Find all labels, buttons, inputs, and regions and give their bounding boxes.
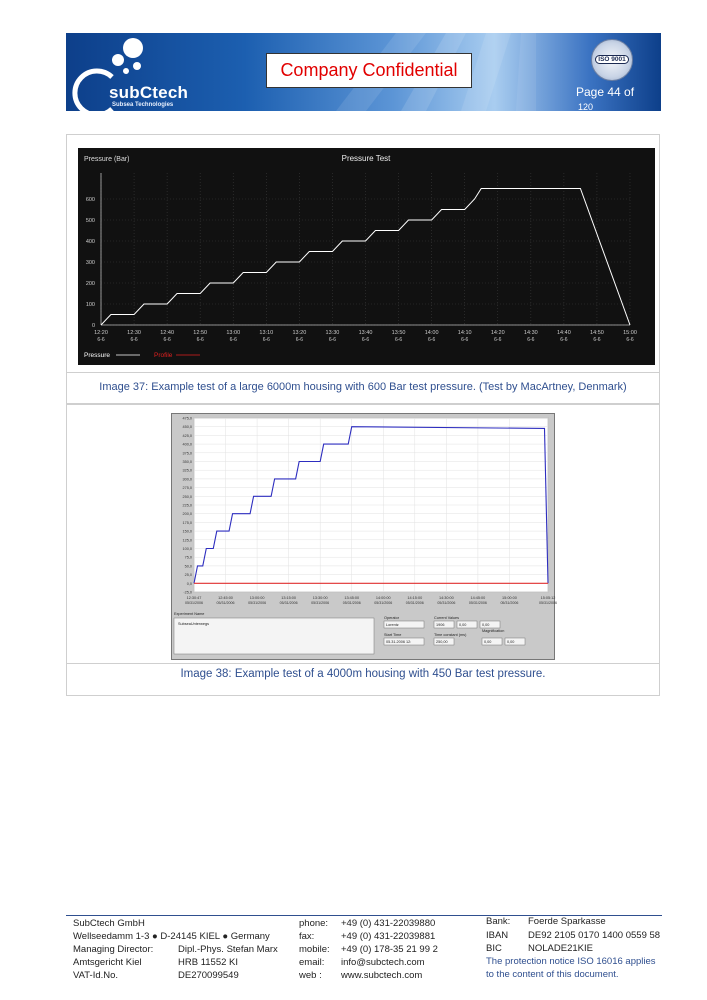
legend-profile-label: Profile xyxy=(154,352,173,359)
magnification-value: 0,00 xyxy=(507,640,515,644)
x-tick-label: 14:15:00 xyxy=(407,596,423,600)
y-tick-label: 450,0 xyxy=(182,425,192,430)
y-tick-label: 375,0 xyxy=(182,451,192,456)
footer-bic-label: BIC xyxy=(486,943,502,954)
footer-md-label: Managing Director: xyxy=(73,944,154,955)
figure-1 xyxy=(66,134,660,404)
pressure-logger-chart xyxy=(171,413,555,660)
x-tick-label: 14:00 xyxy=(424,330,439,336)
x-tick-label: 6-6 xyxy=(262,337,270,343)
y-tick-label: 500 xyxy=(85,218,95,224)
y-tick-label: 225,0 xyxy=(182,503,192,508)
footer-fax: +49 (0) 431-22039881 xyxy=(341,931,436,942)
footer-notice-line-1: The protection notice ISO 16016 applies xyxy=(486,956,656,967)
x-tick-label: 12:30 xyxy=(127,330,141,336)
footer-bank: Foerde Sparkasse xyxy=(528,916,606,927)
x-tick-label: 6-6 xyxy=(97,337,105,343)
logo-bubble-large xyxy=(123,38,143,58)
x-tick-label: 6-6 xyxy=(196,337,204,343)
footer-web-label: web : xyxy=(299,970,322,981)
operator-label: Operator xyxy=(384,616,399,620)
confidential-box xyxy=(266,53,472,88)
footer-web-link[interactable]: www.subctech.com xyxy=(341,970,423,981)
figure-2-caption: Image 38: Example test of a 4000m housing with 450 Bar test pressure. xyxy=(180,668,546,680)
experiment-label: Experiment Name xyxy=(174,612,205,616)
x-tick-label: 13:30:00 xyxy=(312,596,328,600)
x-tick-label: 05/31/2006 xyxy=(437,601,456,605)
x-tick-label: 12:30:47 xyxy=(186,596,202,600)
experiment-value: SubseaUnterwegs xyxy=(178,622,210,626)
x-tick-label: 05/31/2006 xyxy=(405,601,424,605)
y-tick-label: 175,0 xyxy=(182,520,192,525)
x-tick-label: 6-6 xyxy=(229,337,237,343)
x-tick-label: 13:00:00 xyxy=(249,596,265,600)
x-tick-label: 15:05:12 xyxy=(540,596,556,600)
x-tick-label: 05/31/2006 xyxy=(311,601,330,605)
x-tick-label: 13:15:00 xyxy=(281,596,297,600)
y-axis-label: Pressure (Bar) xyxy=(84,156,130,163)
x-tick-label: 14:40 xyxy=(556,330,571,336)
x-tick-label: 6-6 xyxy=(626,337,634,343)
footer-company-name: SubCtech GmbH xyxy=(73,918,145,929)
footer-vat-value: DE270099549 xyxy=(178,970,239,981)
legend-pressure-label: Pressure xyxy=(84,352,111,359)
footer-notice-line-2: to the content of this document. xyxy=(486,969,619,980)
start-time-value: 05.31.2006 12: xyxy=(386,640,412,644)
x-tick-label: 6-6 xyxy=(295,337,303,343)
iso-badge-label: ISO 9001 xyxy=(595,55,629,64)
x-tick-label: 13:10 xyxy=(259,330,274,336)
header-banner xyxy=(66,33,661,111)
page-number: Page 44 of xyxy=(576,85,635,99)
current-value: 0,00 xyxy=(459,623,467,627)
y-tick-label: 25,0 xyxy=(184,573,192,578)
footer-phone-label: phone: xyxy=(299,918,329,929)
x-tick-label: 15:00 xyxy=(623,330,637,336)
footer-iban-label: IBAN xyxy=(486,930,509,941)
x-tick-label: 05/31/2006 xyxy=(342,601,361,605)
x-tick-label: 05/31/2006 xyxy=(279,601,298,605)
logo-tagline: Subsea Technologies xyxy=(112,102,174,108)
pressure-test-chart xyxy=(78,148,655,365)
x-tick-label: 6-6 xyxy=(394,337,403,343)
x-tick-label: 6-6 xyxy=(428,337,436,343)
y-tick-label: 325,0 xyxy=(182,468,192,473)
y-tick-label: 200 xyxy=(85,281,95,287)
x-tick-label: 13:45:00 xyxy=(344,596,360,600)
x-tick-label: 14:30:00 xyxy=(438,596,454,600)
footer-email-link[interactable]: info@subctech.com xyxy=(341,957,425,968)
x-tick-label: 05/31/2006 xyxy=(500,601,519,605)
footer-court-value: HRB 11552 KI xyxy=(178,957,239,968)
y-tick-label: -25,0 xyxy=(183,590,192,595)
x-tick-label: 05/31/2006 xyxy=(248,601,267,605)
footer-mobile-label: mobile: xyxy=(299,944,330,955)
footer-phone[interactable]: +49 (0) 431-22039880 xyxy=(341,918,436,929)
x-tick-label: 05/31/2006 xyxy=(539,601,557,605)
magnification-value: 0,00 xyxy=(484,640,492,644)
x-tick-label: 05/31/2006 xyxy=(185,601,203,605)
x-tick-label: 05/31/2006 xyxy=(374,601,393,605)
y-tick-label: 275,0 xyxy=(182,486,192,491)
pressure-logger-plot xyxy=(172,414,557,659)
y-tick-label: 200,0 xyxy=(182,512,192,517)
logo-bubble-medium xyxy=(112,54,124,66)
page-total: 120 xyxy=(578,102,594,112)
start-time-label: Start Time xyxy=(384,633,402,637)
footer-mobile[interactable]: +49 (0) 178-35 21 99 2 xyxy=(341,944,438,955)
x-tick-label: 6-6 xyxy=(593,337,601,343)
y-tick-label: 50,0 xyxy=(184,564,192,569)
pressure-test-plot xyxy=(78,148,655,365)
x-tick-label: 6-6 xyxy=(560,337,568,343)
y-tick-label: 400 xyxy=(85,239,95,245)
x-tick-label: 13:00 xyxy=(226,330,241,336)
y-tick-label: 250,0 xyxy=(182,494,192,499)
chart-title: Pressure Test xyxy=(341,154,391,163)
current-value: 0,00 xyxy=(482,623,490,627)
x-tick-label: 05/31/2006 xyxy=(216,601,235,605)
x-tick-label: 6-6 xyxy=(527,337,535,343)
time-constant-label: Time constant (ms) xyxy=(434,633,467,637)
x-tick-label: 13:20 xyxy=(292,330,307,336)
y-tick-label: 475,0 xyxy=(182,416,192,421)
y-tick-label: 600 xyxy=(85,197,95,203)
operator-value: Lorentz xyxy=(386,623,399,627)
y-tick-label: 100,0 xyxy=(182,547,192,551)
footer-iban: DE92 2105 0170 1400 0559 58 xyxy=(528,930,661,941)
x-tick-label: 6-6 xyxy=(494,337,502,343)
x-tick-label: 6-6 xyxy=(461,337,469,343)
x-tick-label: 6-6 xyxy=(361,337,370,343)
footer-bank-label: Bank: xyxy=(486,916,511,927)
series-line-pressure xyxy=(101,189,630,326)
x-tick-label: 12:40 xyxy=(160,330,175,336)
y-tick-label: 350,0 xyxy=(182,460,192,464)
x-tick-label: 14:00:00 xyxy=(375,596,391,600)
x-tick-label: 13:40 xyxy=(358,330,373,336)
footer-bic: NOLADE21KIE xyxy=(528,943,593,954)
figure-1-caption: Image 37: Example test of a large 6000m housing with 600 Bar test pressure. (Test by MacArtney, Denmark) xyxy=(99,381,627,393)
footer-court-label: Amtsgericht Kiel xyxy=(73,957,142,968)
x-tick-label: 14:45:00 xyxy=(470,596,486,600)
x-tick-label: 14:30 xyxy=(523,330,538,336)
time-constant-value: 250,00 xyxy=(436,640,448,644)
y-tick-label: 300,0 xyxy=(182,477,192,482)
footer-md-value: Dipl.-Phys. Stefan Marx xyxy=(178,944,278,955)
current-values-label: Current Values xyxy=(434,616,460,620)
x-tick-label: 6-6 xyxy=(328,337,337,343)
iso-badge-icon xyxy=(591,39,633,81)
footer-address: Wellseedamm 1-3 ● D-24145 KIEL ● Germany xyxy=(73,931,270,942)
x-tick-label: 12:50 xyxy=(193,330,208,336)
confidential-label: Company Confidential xyxy=(280,60,458,80)
y-tick-label: 125,0 xyxy=(182,538,192,543)
y-tick-label: 400,0 xyxy=(182,442,192,447)
x-tick-label: 12:45:00 xyxy=(218,596,233,600)
x-tick-label: 12:20 xyxy=(94,330,108,336)
current-value: 1906 xyxy=(436,623,445,627)
x-tick-label: 6-6 xyxy=(130,337,138,343)
x-tick-label: 13:50 xyxy=(391,330,406,336)
footer-email-label: email: xyxy=(299,957,325,968)
x-tick-label: 15:00:00 xyxy=(502,596,517,600)
figure-2 xyxy=(66,404,660,696)
x-tick-label: 13:30 xyxy=(325,330,340,336)
y-tick-label: 100 xyxy=(85,302,95,308)
y-tick-label: 0 xyxy=(91,323,95,329)
y-tick-label: 0,0 xyxy=(186,581,192,586)
y-tick-label: 75,0 xyxy=(184,555,192,560)
x-tick-label: 14:10 xyxy=(457,330,472,336)
x-tick-label: 05/31/2006 xyxy=(468,601,487,605)
x-tick-label: 14:20 xyxy=(490,330,505,336)
x-tick-label: 14:50 xyxy=(590,330,604,336)
y-tick-label: 150,0 xyxy=(182,529,192,534)
magnification-label: Magnification xyxy=(482,629,505,633)
footer-vat-label: VAT-Id.No. xyxy=(73,970,119,981)
x-tick-label: 6-6 xyxy=(163,337,171,343)
footer-fax-label: fax: xyxy=(299,931,315,942)
y-tick-label: 425,0 xyxy=(182,433,192,438)
logo-name: subCtech xyxy=(109,83,189,102)
y-tick-label: 300 xyxy=(85,260,95,266)
